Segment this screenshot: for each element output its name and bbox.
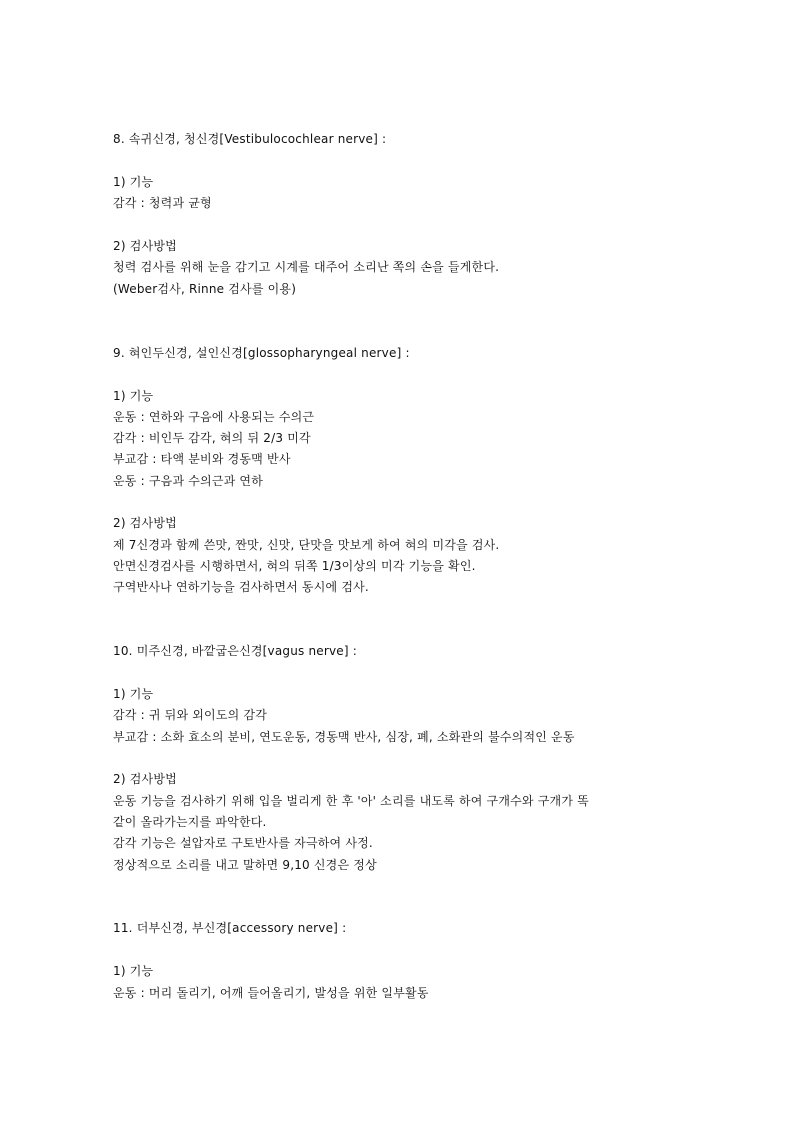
section-9-method-line: 구역반사나 연하기능을 검사하면서 동시에 검사. — [113, 580, 369, 594]
section-8-method-line: (Weber검사, Rinne 검사를 이용) — [113, 282, 297, 296]
section-8-method-label: 2) 검사방법 — [113, 239, 177, 253]
section-8-heading: 8. 속귀신경, 청신경[Vestibulocochlear nerve] : — [113, 132, 387, 146]
section-11-heading: 11. 더부신경, 부신경[accessory nerve] : — [113, 921, 347, 935]
section-9-function-line: 감각 : 비인두 감각, 혀의 뒤 2/3 미각 — [113, 431, 311, 445]
section-10-method-line: 운동 기능을 검사하기 위해 입을 벌리게 한 후 '아' 소리를 내도록 하여 구개수와 구개가 똑 — [113, 794, 589, 808]
section-11-function-label: 1) 기능 — [113, 964, 154, 978]
section-9-method-label: 2) 검사방법 — [113, 516, 177, 530]
section-9-heading: 9. 혀인두신경, 설인신경[glossopharyngeal nerve] : — [113, 346, 410, 360]
section-9-method-line: 안면신경검사를 시행하면서, 혀의 뒤쪽 1/3이상의 미각 기능을 확인. — [113, 559, 476, 573]
section-10-function-line: 부교감 : 소화 효소의 분비, 연도운동, 경동맥 반사, 심장, 폐, 소화관의 불수의적인 운동 — [113, 730, 575, 744]
section-10-method-label: 2) 검사방법 — [113, 772, 177, 786]
section-8-function-line: 감각 : 청력과 균형 — [113, 196, 212, 210]
section-10-method-line: 정상적으로 소리를 내고 말하면 9,10 신경은 정상 — [113, 858, 377, 872]
section-8-method-line: 청력 검사를 위해 눈을 감기고 시계를 대주어 소리난 쪽의 손을 들게한다. — [113, 260, 500, 274]
section-9-method-line: 제 7신경과 함께 쓴맛, 짠맛, 신맛, 단맛을 맛보게 하여 혀의 미각을 검사. — [113, 538, 500, 552]
section-10-method-line: 감각 기능은 설압자로 구토반사를 자극하여 사정. — [113, 836, 373, 850]
section-10-function-label: 1) 기능 — [113, 687, 154, 701]
section-10-heading: 10. 미주신경, 바깥굽은신경[vagus nerve] : — [113, 644, 358, 658]
section-10-method-line: 같이 올라가는지를 파악한다. — [113, 815, 267, 829]
section-9-function-line: 운동 : 연하와 구음에 사용되는 수의근 — [113, 410, 315, 424]
section-8-function-label: 1) 기능 — [113, 175, 154, 189]
section-9-function-line: 운동 : 구음과 수의근과 연하 — [113, 474, 264, 488]
section-11-function-line: 운동 : 머리 돌리기, 어깨 들어올리기, 발성을 위한 일부활동 — [113, 986, 429, 1000]
section-9-function-line: 부교감 : 타액 분비와 경동맥 반사 — [113, 452, 291, 466]
section-9-function-label: 1) 기능 — [113, 389, 154, 403]
section-10-function-line: 감각 : 귀 뒤와 외이도의 감각 — [113, 708, 268, 722]
